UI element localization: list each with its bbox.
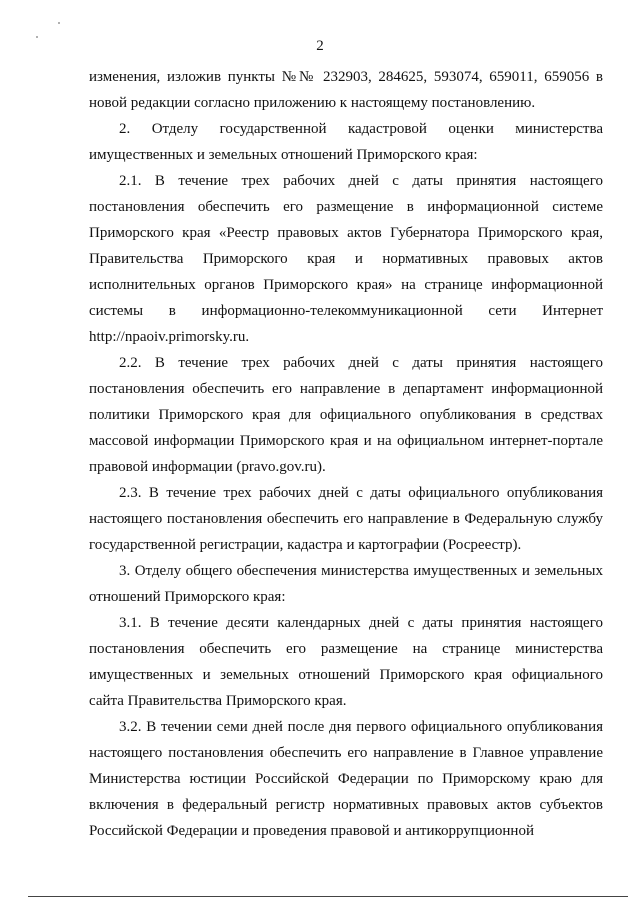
bottom-scan-edge — [28, 896, 628, 897]
page-number: 2 — [316, 38, 324, 54]
paragraph-item-2: 2. Отделу государственной кадастровой оценки министерства имущественных и земельных отношений Приморского края: — [89, 121, 603, 163]
paragraph-item-3-2: 3.2. В течении семи дней после дня первого официального опубликования настоящего постановления обеспечить его направление в Главное управление Министерства юстиции Российской Федерации по Приморскому краю для включения в федеральный регистр нормативных правовых актов субъектов Российской Федерации и проведения правовой и антикоррупционной — [89, 719, 603, 839]
paragraph-item-3: 3. Отделу общего обеспечения министерства имущественных и земельных отношений Приморского края: — [89, 563, 603, 605]
paragraph-item-2-3: 2.3. В течение трех рабочих дней с даты официального опубликования настоящего постановления обеспечить его направление в Федеральную службу государственной регистрации, кадастра и картографии (Росреестр). — [89, 485, 603, 553]
scan-speck — [58, 22, 60, 24]
paragraph-continuation: изменения, изложив пункты №№ 232903, 284625, 593074, 659011, 659056 в новой редакции согласно приложению к настоящему постановлению. — [89, 69, 603, 111]
paragraph-item-3-1: 3.1. В течение десяти календарных дней с даты принятия настоящего постановления обеспечить его размещение на странице министерства имущественных и земельных отношений Приморского края официального сайта Правительства Приморского края. — [89, 615, 603, 709]
paragraph-item-2-1: 2.1. В течение трех рабочих дней с даты принятия настоящего постановления обеспечить его размещение в информационной системе Приморского края «Реестр правовых актов Губернатора Приморского края, Правительства Приморского края и нормативных правовых актов исполнительных органов Приморского края» на странице информационной системы в информационно-телекоммуникационной сети Интернет http://npaoiv.primorsky.ru. — [89, 173, 603, 345]
paragraph-item-2-2: 2.2. В течение трех рабочих дней с даты принятия настоящего постановления обеспечить его направление в департамент информационной политики Приморского края для официального опубликования в средствах массовой информации Приморского края и на официальном интернет-портале правовой информации (pravo.gov.ru). — [89, 355, 603, 475]
document-body — [89, 64, 603, 844]
